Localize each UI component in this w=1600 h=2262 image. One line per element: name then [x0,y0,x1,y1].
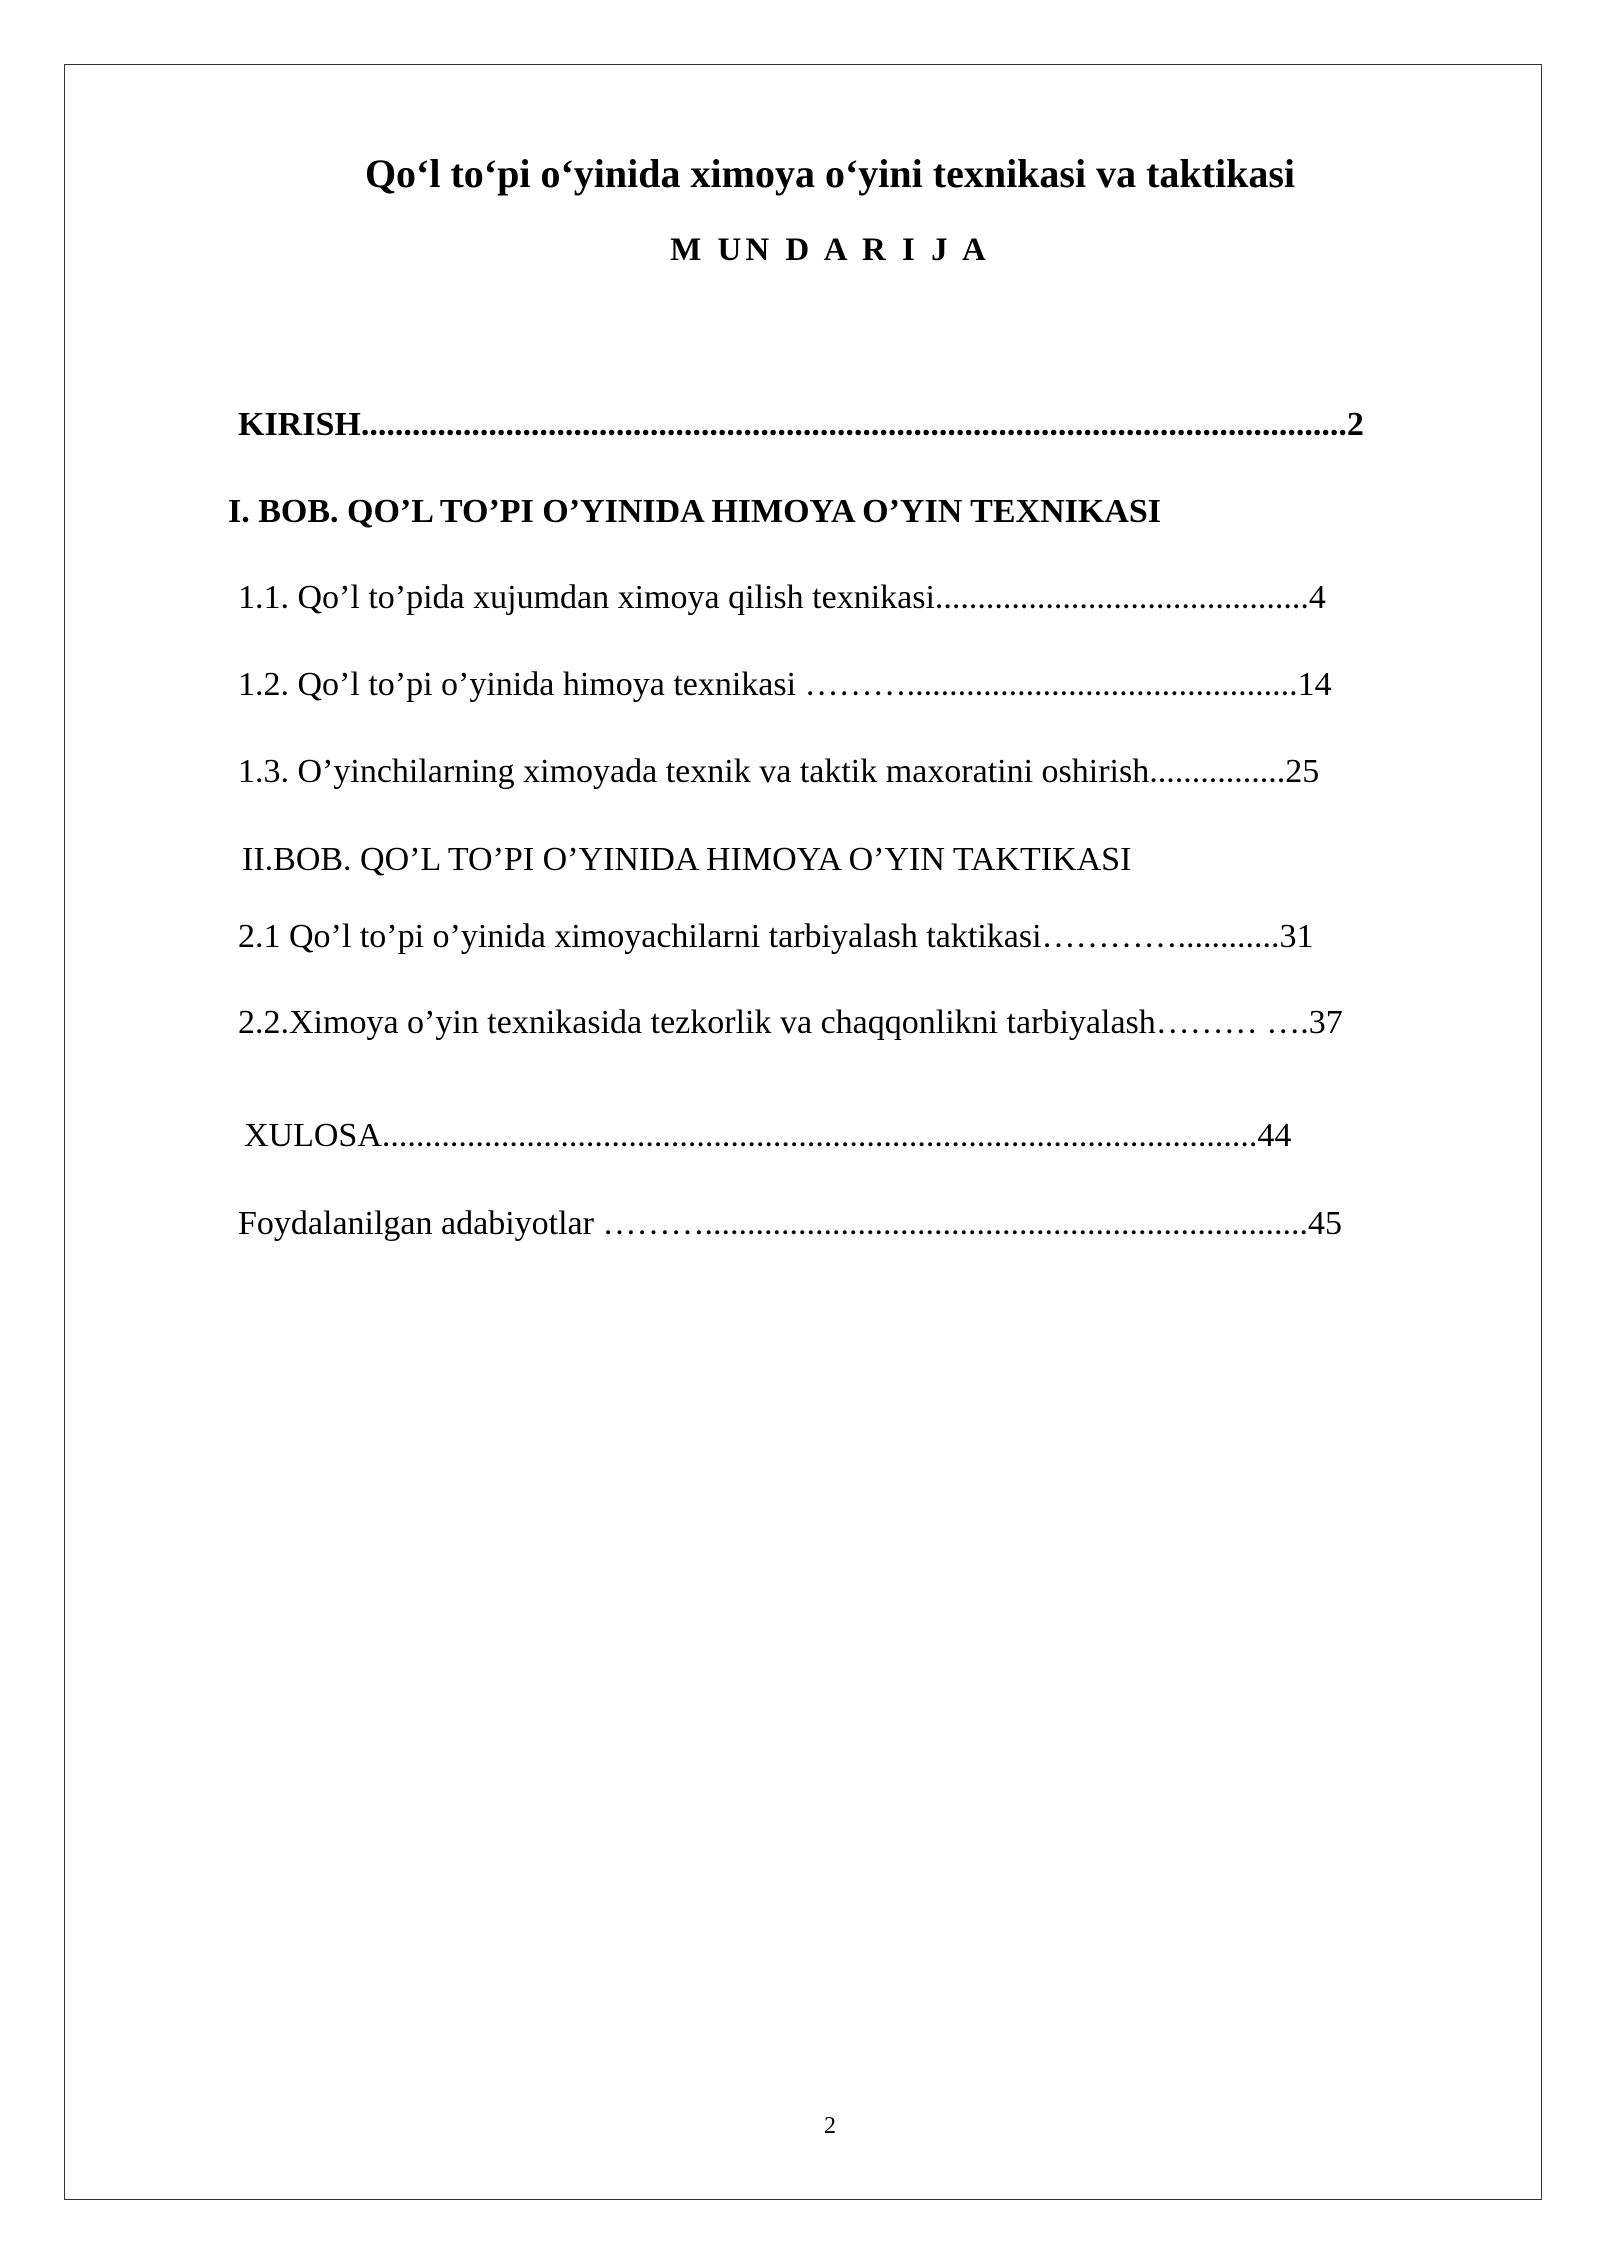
toc-entry-bibliography: Foydalanilgan adabiyotlar ……….......................................................................45 [238,1205,1342,1242]
toc-entry-1-2: 1.2. Qo’l to’pi o’yinida himoya texnikasi ………..............................................14 [238,666,1332,703]
toc-entry-2-1: 2.1 Qo’l to’pi o’yinida ximoyachilarni tarbiyalash taktikasi…………............31 [238,918,1314,955]
toc-entry-1-3: 1.3. O’yinchilarning ximoyada texnik va taktik maxoratini oshirish................25 [238,753,1320,790]
toc-entry-kirish: KIRISH....................................................................................................................2 [238,406,1364,443]
page-number: 2 [824,2113,836,2139]
toc-entry-1-1: 1.1. Qo’l to’pida xujumdan ximoya qilish texnikasi............................................4 [238,579,1326,616]
toc-chapter-1: I. BOB. QO’L TO’PI O’YINIDA HIMOYA O’YIN TEXNIKASI [228,493,1161,530]
toc-entry-xulosa: XULOSA.......................................................................................................44 [244,1117,1292,1154]
toc-entry-2-2: 2.2.Ximoya o’yin texnikasida tezkorlik va chaqqonlikni tarbiyalash……… ….37 [238,1004,1343,1041]
toc-chapter-2: II.BOB. QO’L TO’PI O’YINIDA HIMOYA O’YIN TAKTIKASI [242,841,1132,878]
document-title: Qo‘l to‘pi o‘yinida ximoya o‘yini texnikasi va taktikasi [364,151,1296,196]
toc-heading: M UN D A R I J A [670,232,990,268]
